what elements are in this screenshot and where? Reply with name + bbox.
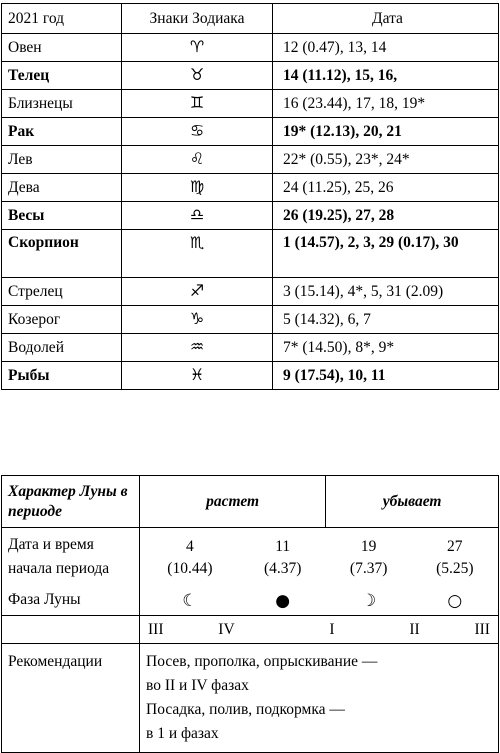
character-label: Характер Луны в периоде xyxy=(2,476,140,528)
quarter-label: II xyxy=(409,620,420,638)
table-row xyxy=(2,34,499,62)
period-cell xyxy=(140,528,240,586)
recommend-line: в 1 и фазах xyxy=(146,725,219,742)
new-moon-icon: ● xyxy=(275,591,291,612)
moon-recommend-row xyxy=(2,644,499,753)
period-day: 19 xyxy=(360,538,377,556)
table-row xyxy=(2,306,499,334)
quarter-label: III xyxy=(474,620,490,638)
capricorn-icon: ♑︎ xyxy=(189,309,205,328)
sign-name: Телец xyxy=(2,62,122,90)
sign-dates: 22* (0.55), 23*, 24* xyxy=(273,146,499,174)
period-cell xyxy=(326,528,412,586)
virgo-icon: ♍︎ xyxy=(189,177,205,196)
period-label: Дата и время начала периода xyxy=(2,528,140,586)
sign-name: Стрелец xyxy=(2,278,122,306)
table-row xyxy=(2,146,499,174)
sign-dates: 9 (17.54), 10, 11 xyxy=(273,362,499,390)
taurus-icon: ♉︎ xyxy=(189,65,205,84)
quarter-label: IV xyxy=(218,620,235,638)
sign-dates: 16 (23.44), 17, 18, 19* xyxy=(273,90,499,118)
recommend-text xyxy=(140,644,499,753)
sign-dates: 19* (12.13), 20, 21 xyxy=(273,118,499,146)
waning-crescent-icon: ☾ xyxy=(182,591,198,612)
zodiac-table xyxy=(1,3,499,390)
sign-dates: 7* (14.50), 8*, 9* xyxy=(273,334,499,362)
period-cell xyxy=(240,528,326,586)
table-row xyxy=(2,118,499,146)
libra-icon: ♎︎ xyxy=(189,205,205,224)
period-time: (4.37) xyxy=(264,560,302,578)
sagittarius-icon: ♐︎ xyxy=(189,281,205,300)
quarter-label: I xyxy=(329,620,335,638)
table-row xyxy=(2,202,499,230)
table-row xyxy=(2,174,499,202)
period-day: 11 xyxy=(275,538,291,556)
full-moon-icon: ○ xyxy=(447,591,463,612)
sign-dates: 26 (19.25), 27, 28 xyxy=(273,202,499,230)
sign-dates: 1 (14.57), 2, 3, 29 (0.17), 30 xyxy=(273,230,499,278)
table-row xyxy=(2,62,499,90)
cancer-icon: ♋︎ xyxy=(189,121,205,140)
moon-phase-row xyxy=(2,586,499,616)
phase-label: Фаза Луны xyxy=(2,586,140,616)
aquarius-icon: ♒︎ xyxy=(189,337,205,356)
sign-name: Рыбы xyxy=(2,362,122,390)
recommend-label: Рекомендации xyxy=(2,644,140,753)
sign-dates: 12 (0.47), 13, 14 xyxy=(273,34,499,62)
waxing-label: растет xyxy=(140,476,326,528)
table-row xyxy=(2,362,499,390)
header-date: Дата xyxy=(273,4,499,34)
gemini-icon: ♊︎ xyxy=(189,93,205,112)
period-day: 27 xyxy=(447,538,463,556)
moon-quarter-row xyxy=(2,616,499,644)
scorpio-icon: ♏︎ xyxy=(189,233,205,252)
sign-name: Козерог xyxy=(2,306,122,334)
leo-icon: ♌︎ xyxy=(189,149,205,168)
pisces-icon: ♓︎ xyxy=(189,365,205,384)
table-row xyxy=(2,278,499,306)
moon-character-row xyxy=(2,476,499,528)
moon-table xyxy=(1,475,499,753)
sign-dates: 24 (11.25), 25, 26 xyxy=(273,174,499,202)
moon-period-row xyxy=(2,528,499,586)
recommend-line: Посадка, полив, подкормка — xyxy=(146,701,345,718)
table-row xyxy=(2,90,499,118)
recommend-line: Посев, прополка, опрыскивание — xyxy=(146,653,378,670)
table-row xyxy=(2,230,499,278)
header-signs: Знаки Зодиака xyxy=(122,4,273,34)
table-row xyxy=(2,334,499,362)
sign-name: Лев xyxy=(2,146,122,174)
quarter-label: III xyxy=(148,620,164,638)
period-day: 4 xyxy=(186,538,194,556)
recommend-line: во II и IV фазах xyxy=(146,677,249,694)
period-cell xyxy=(412,528,499,586)
quarter-label-empty xyxy=(2,616,140,644)
sign-dates: 14 (11.12), 15, 16, xyxy=(273,62,499,90)
sign-dates: 3 (15.14), 4*, 5, 31 (2.09) xyxy=(273,278,499,306)
sign-name: Близнецы xyxy=(2,90,122,118)
waning-label: убывает xyxy=(326,476,499,528)
header-year: 2021 год xyxy=(2,4,122,34)
period-time: (7.37) xyxy=(349,560,388,578)
waxing-crescent-icon: ☽ xyxy=(361,591,377,612)
sign-dates: 5 (14.32), 6, 7 xyxy=(273,306,499,334)
aries-icon: ♈︎ xyxy=(189,37,205,56)
sign-name: Скорпион xyxy=(2,230,122,278)
quarters-cell xyxy=(140,616,499,644)
sign-name: Рак xyxy=(2,118,122,146)
period-time: (10.44) xyxy=(167,560,213,578)
period-time: (5.25) xyxy=(436,560,474,578)
zodiac-header-row xyxy=(2,4,499,34)
sign-name: Дева xyxy=(2,174,122,202)
sign-name: Овен xyxy=(2,34,122,62)
sign-name: Водолей xyxy=(2,334,122,362)
sign-name: Весы xyxy=(2,202,122,230)
